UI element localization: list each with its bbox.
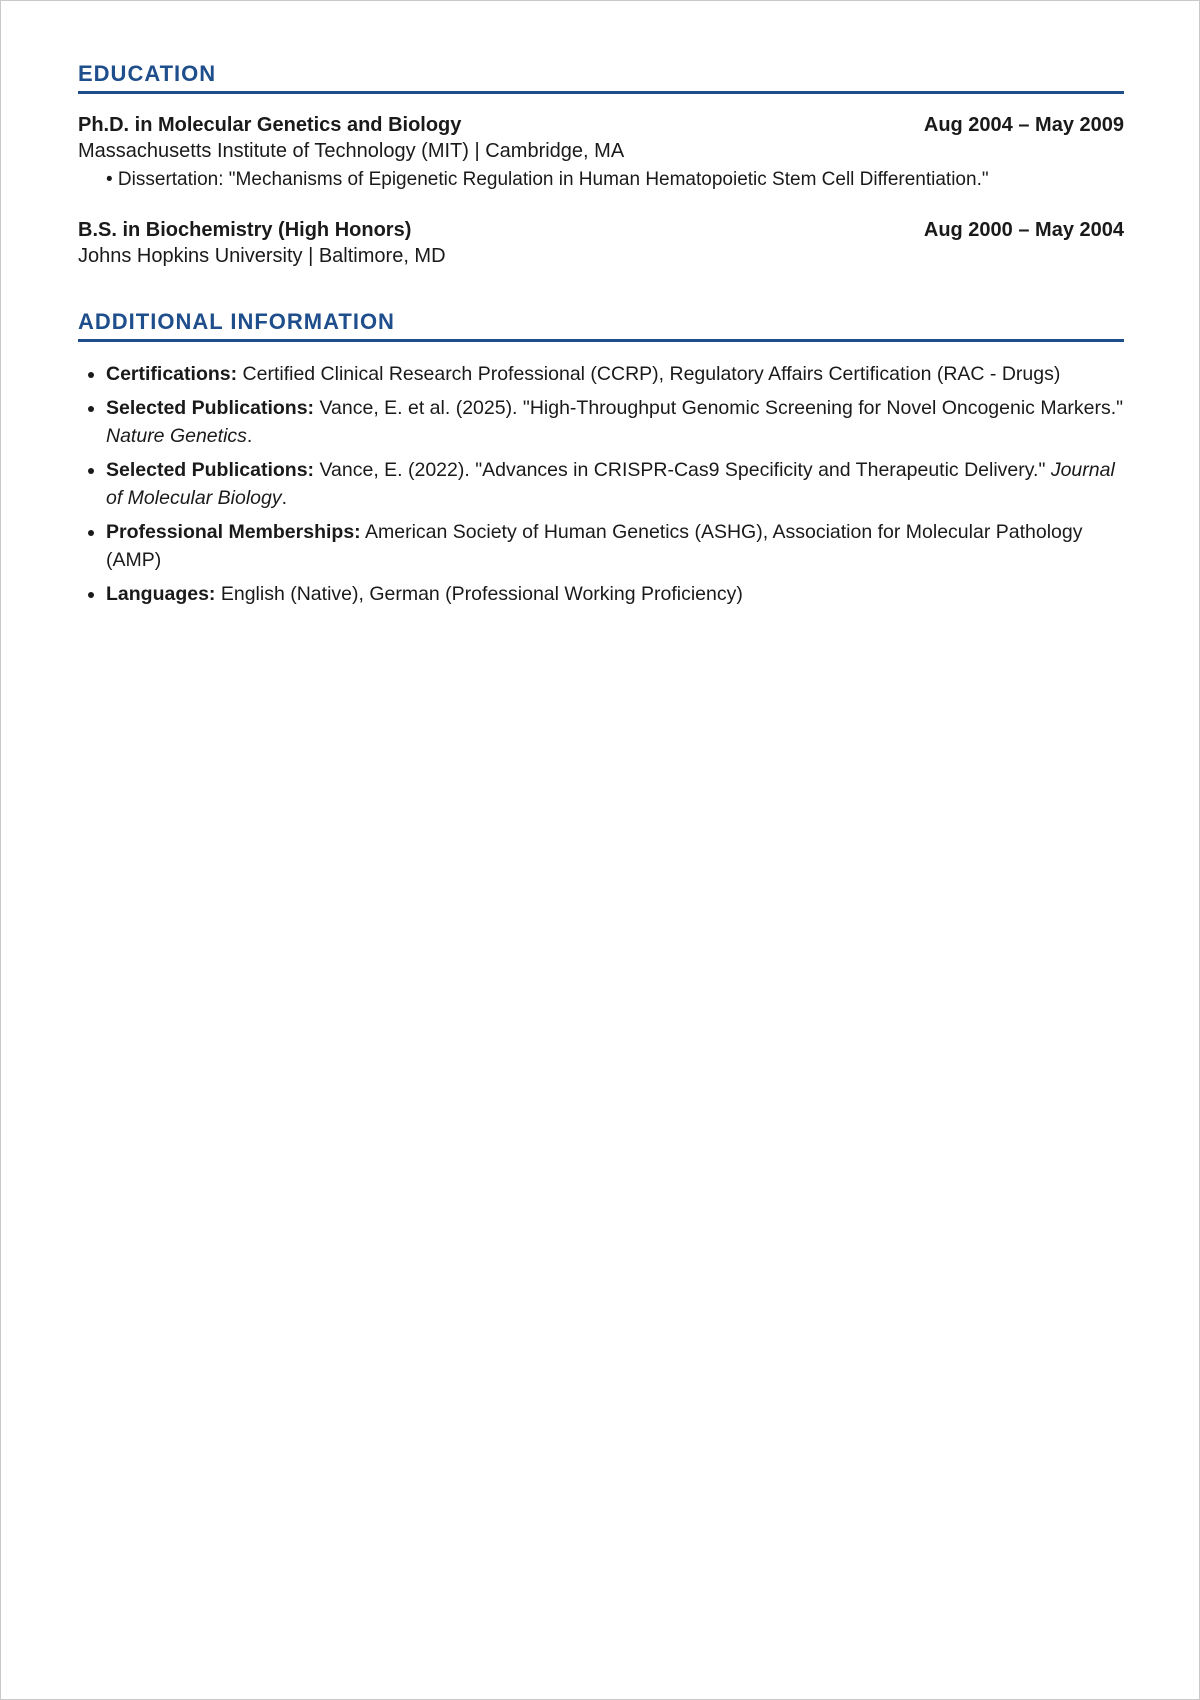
item-tail: . [281, 487, 288, 509]
education-divider [78, 91, 1124, 94]
item-text: Vance, E. et al. (2025). "High-Throughput Genomic Screening for Novel Oncogenic Markers." [314, 397, 1124, 419]
item-text: Vance, E. (2022). "Advances in CRISPR-Cas9 Specificity and Therapeutic Delivery." [314, 459, 1051, 481]
dissertation-detail: • Dissertation: "Mechanisms of Epigenetic Regulation in Human Hematopoietic Stem Cell Differentiation." [106, 169, 989, 190]
section-spacer [78, 293, 1124, 307]
additional-info-divider [78, 339, 1124, 342]
item-label: Selected Publications: [106, 397, 315, 419]
degree-dates: Aug 2004 – May 2009 [923, 114, 1124, 136]
item-tail: . [246, 425, 253, 447]
journal-name: Nature Genetics [106, 425, 247, 447]
list-item-memberships [106, 518, 1124, 574]
education-section [78, 59, 1124, 269]
list-item-certifications [106, 360, 1124, 388]
item-label: Selected Publications: [106, 459, 315, 481]
item-text: American Society of Human Genetics (ASHG), Association for Molecular Pathology (AMP) [106, 521, 1083, 571]
education-heading: EDUCATION [78, 61, 217, 86]
degree-title: Ph.D. in Molecular Genetics and Biology [78, 114, 462, 136]
institution-name: Massachusetts Institute of Technology (MIT) | Cambridge, MA [78, 140, 625, 162]
education-entry-phd [78, 112, 1124, 193]
item-label: Languages: [106, 583, 216, 605]
list-item-publication-2 [106, 456, 1124, 512]
list-item-languages [106, 580, 1124, 608]
degree-title: B.S. in Biochemistry (High Honors) [78, 219, 412, 241]
entry-header [78, 217, 1124, 243]
item-text: English (Native), German (Professional Working Proficiency) [215, 583, 743, 605]
entry-header [78, 112, 1124, 138]
item-label: Certifications: [106, 363, 238, 385]
degree-dates: Aug 2000 – May 2004 [923, 219, 1124, 241]
education-entry-bs [78, 217, 1124, 269]
additional-info-section [78, 307, 1124, 608]
institution-name: Johns Hopkins University | Baltimore, MD [78, 245, 446, 267]
additional-info-list [78, 360, 1124, 608]
journal-name: Journal of Molecular Biology [106, 459, 1115, 509]
item-text: Certified Clinical Research Professional (CCRP), Regulatory Affairs Certification (RAC - Drugs) [237, 363, 1061, 385]
list-item-publication-1 [106, 394, 1124, 450]
item-label: Professional Memberships: [106, 521, 361, 543]
resume-content [78, 59, 1124, 614]
additional-info-heading: ADDITIONAL INFORMATION [78, 309, 395, 334]
